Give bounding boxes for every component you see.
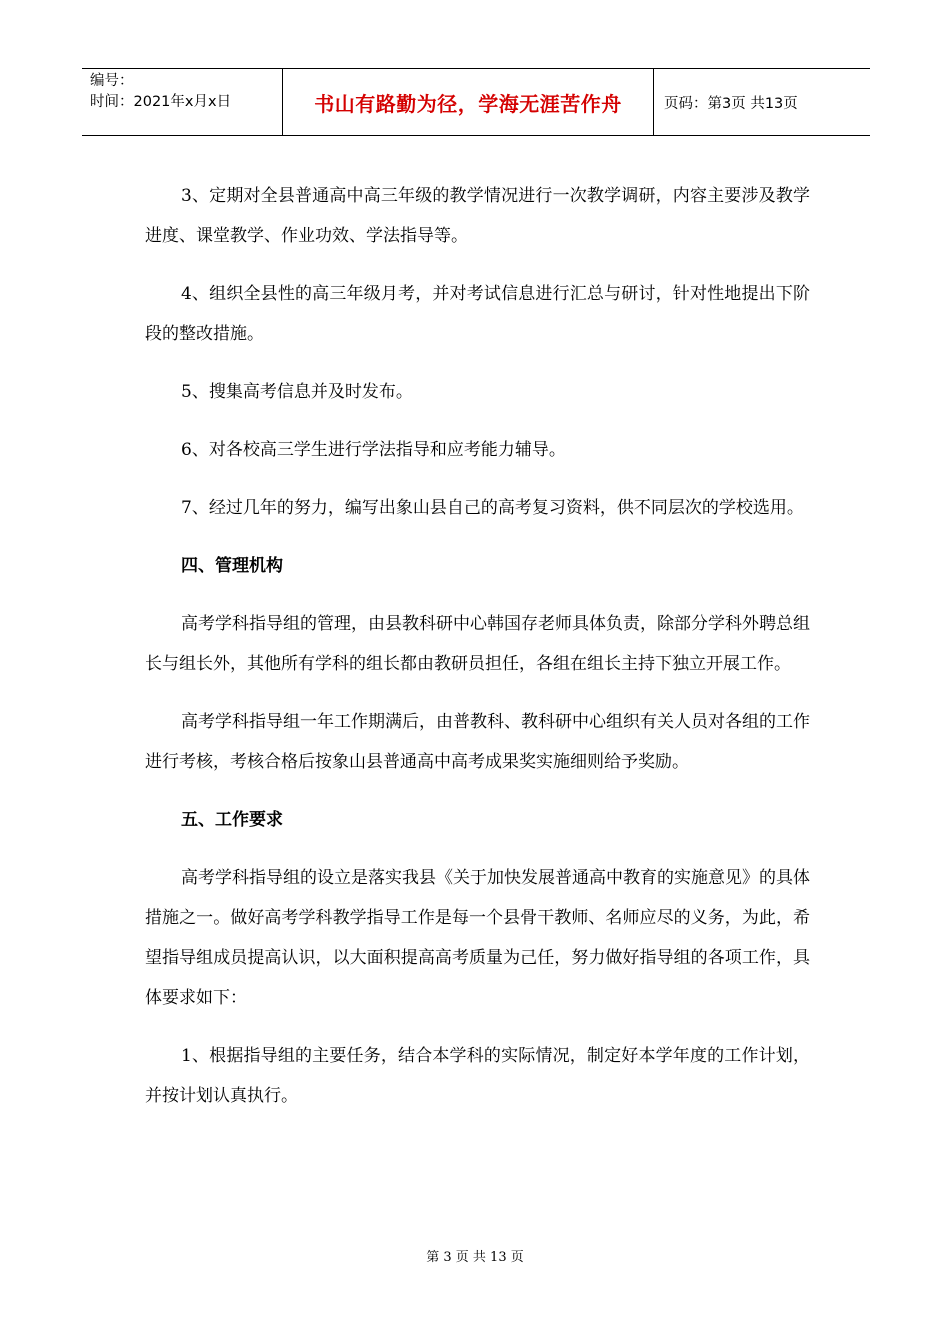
document-date-label: 时间：2021年x月x日: [90, 94, 232, 110]
paragraph: 5、搜集高考信息并及时发布。: [181, 382, 413, 402]
paragraph: 3、定期对全县普通高中高三年级的教学情况进行一次教学调研，内容主要涉及教学进度、课堂教学、作业功效、学法指导等。: [145, 186, 810, 246]
section-heading: 五、工作要求: [181, 810, 283, 830]
header-motto: 书山有路勤为径，学海无涯苦作舟: [314, 91, 622, 116]
paragraph: 4、组织全县性的高三年级月考，并对考试信息进行汇总与研讨，针对性地提出下阶段的整改措施。: [145, 284, 810, 344]
paragraph: 1、根据指导组的主要任务，结合本学科的实际情况，制定好本学年度的工作计划，并按计划认真执行。: [145, 1046, 810, 1106]
paragraph: 高考学科指导组的设立是落实我县《关于加快发展普通高中教育的实施意见》的具体措施之一。做好高考学科教学指导工作是每一个县骨干教师、名师应尽的义务，为此，希望指导组成员提高认识，以大面积提高高考质量为己任，努力做好指导组的各项工作，具体要求如下：: [145, 868, 810, 1008]
document-number-label: 编号：: [90, 73, 134, 89]
paragraph: 7、经过几年的努力，编写出象山县自己的高考复习资料，供不同层次的学校选用。: [181, 498, 804, 518]
paragraph: 高考学科指导组一年工作期满后，由普教科、教科研中心组织有关人员对各组的工作进行考核，考核合格后按象山县普通高中高考成果奖实施细则给予奖励。: [145, 712, 810, 772]
header-page-info-cell: [654, 69, 870, 135]
document-body: [145, 176, 810, 1134]
section-heading: 四、管理机构: [181, 556, 283, 576]
paragraph: 6、对各校高三学生进行学法指导和应考能力辅导。: [181, 440, 566, 460]
paragraph: 高考学科指导组的管理，由县教科研中心韩国存老师具体负责，除部分学科外聘总组长与组长外，其他所有学科的组长都由教研员担任，各组在组长主持下独立开展工作。: [145, 614, 810, 674]
page-header: [82, 68, 870, 136]
footer-page-number: 第 3 页 共 13 页: [426, 1250, 524, 1265]
header-page-info: 页码：第3页 共13页: [664, 95, 798, 112]
page-footer: [0, 1246, 950, 1265]
header-left-cell: [82, 69, 282, 135]
header-motto-cell: [282, 69, 654, 135]
